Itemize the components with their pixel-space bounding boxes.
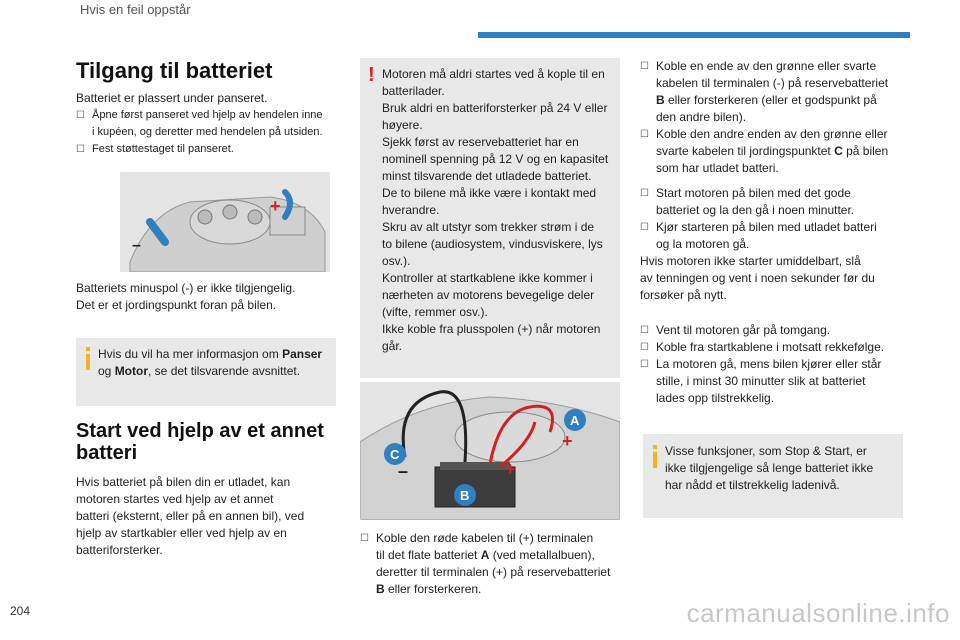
- minus-pole-label: –: [132, 237, 141, 254]
- label-a: A: [570, 413, 580, 428]
- body-line: Hvis motoren ikke starter umiddelbart, slå: [640, 254, 861, 268]
- body-line: motoren startes ved hjelp av et annet: [76, 492, 274, 506]
- list-item: ☐ Koble en ende av den grønne eller svarte kabelen til terminalen (-) på reservebatteriet B eller forsterkeren (eller et godspunkt på den andre bilen).: [640, 59, 889, 124]
- checkbox-bullet-icon: ☐: [640, 129, 649, 140]
- warning-icon: !: [368, 64, 375, 86]
- checkbox-bullet-icon: ☐: [360, 533, 369, 544]
- left-column: [76, 58, 336, 158]
- warning-text: Motoren må aldri startes ved å kople til en batterilader. Bruk aldri en batteriforsterker på 24 V eller høyere. Sjekk først av reservebatteriet har en nominell spenning på 12 V og en kapasitet minst tilsvarende det utladede batteriet. De to bilene må ikke være i kontakt med hverandre. Skru av alt utstyr som trekker strøm i de to bilene (audiosystem, vindusviskere, lys osv.). Kontroller at startkablene ikke kommer i nærheten av motorens bevegelige deler (vifte, remmer osv.). Ikke koble fra plusspolen (+) når motoren går.: [382, 67, 609, 353]
- caption-line: Batteriets minuspol (-) er ikke tilgjengelig.: [76, 281, 296, 295]
- section-title-jump-start: Start ved hjelp av et annet batteri: [76, 420, 324, 464]
- list-item: ☐ Kjør starteren på bilen med utladet batteri og la motoren gå.: [640, 220, 877, 251]
- info-icon: [86, 347, 90, 351]
- info-text: Visse funksjoner, som Stop & Start, er ikke tilgjengelige så lenge batteriet ikke har nådd et tilstrekkelig ladenivå.: [665, 444, 874, 492]
- checkbox-bullet-icon: ☐: [76, 144, 85, 155]
- left-captions: [76, 280, 336, 314]
- plus-label-a: +: [562, 431, 573, 451]
- right-column: [640, 58, 905, 407]
- body-line: hjelp av startkabler eller ved hjelp av en: [76, 526, 287, 540]
- warning-box: [360, 58, 620, 378]
- info-text: Hvis du vil ha mer informasjon om Panser og Motor, se det tilsvarende avsnittet.: [98, 347, 323, 378]
- body-line: batteriforsterker.: [76, 543, 163, 557]
- list-item: ☐ Koble den røde kabelen til (+) terminalen til det flate batteriet A (ved metallalbuen), deretter til terminalen (+) på reservebatteriet B eller forsterkeren.: [360, 531, 611, 596]
- header-section-title: Hvis en feil oppstår: [80, 2, 191, 17]
- body-line: av tenningen og vent i noen sekunder før du: [640, 271, 875, 285]
- left-section2: [76, 420, 336, 559]
- minus-label: –: [398, 461, 409, 481]
- body-line: forsøker på nytt.: [640, 288, 727, 302]
- watermark-text: carmanualsonline.info: [686, 598, 950, 628]
- body-line: batteri (eksternt, eller på en annen bil), ved: [76, 509, 305, 523]
- checkbox-bullet-icon: ☐: [640, 342, 649, 353]
- list-item: ☐ Start motoren på bilen med det gode batteriet og la den gå i noen minutter.: [640, 186, 855, 217]
- list-item: ☐ La motoren gå, mens bilen kjører eller står stille, i minst 30 minutter slik at batteriet lades opp tilstrekkelig.: [640, 357, 882, 405]
- list-item: ☐ Koble den andre enden av den grønne eller svarte kabelen til jordingspunktet C på bilen som har utladet batteri.: [640, 127, 889, 175]
- label-c: C: [390, 447, 400, 462]
- list-item: ☐ Koble fra startkablene i motsatt rekkefølge.: [640, 340, 885, 354]
- list-item-cont: i kupéen, og deretter med hendelen på utsiden.: [92, 126, 323, 138]
- jump-cable-figure: [360, 382, 620, 520]
- intro-text: Batteriet er plassert under panseret.: [76, 91, 268, 105]
- list-item: ☐ Fest støttestaget til panseret.: [76, 141, 336, 158]
- section-title-battery-access: Tilgang til batteriet: [76, 58, 273, 83]
- middle-step: [360, 530, 620, 598]
- body-line: Hvis batteriet på bilen din er utladet, kan: [76, 475, 291, 489]
- checkbox-bullet-icon: ☐: [640, 325, 649, 336]
- checkbox-bullet-icon: ☐: [76, 110, 85, 121]
- plus-label-b: +: [505, 459, 516, 479]
- checkbox-bullet-icon: ☐: [640, 188, 649, 199]
- caption-line: Det er et jordingspunkt foran på bilen.: [76, 298, 277, 312]
- list-item: ☐ Åpne først panseret ved hjelp av hendelen inne: [76, 107, 336, 124]
- list-item: ☐ Vent til motoren går på tomgang.: [640, 323, 831, 337]
- page-number: 204: [10, 604, 31, 618]
- info-icon: [653, 445, 657, 449]
- info-box-stop-start: [643, 434, 903, 518]
- checkbox-bullet-icon: ☐: [640, 222, 649, 233]
- label-b: B: [460, 488, 470, 503]
- info-box: [76, 338, 336, 406]
- header-accent-bar: [478, 32, 910, 38]
- plus-pole-label: +: [270, 196, 281, 216]
- checkbox-bullet-icon: ☐: [640, 359, 649, 370]
- engine-bay-figure: [120, 172, 330, 272]
- checkbox-bullet-icon: ☐: [640, 61, 649, 72]
